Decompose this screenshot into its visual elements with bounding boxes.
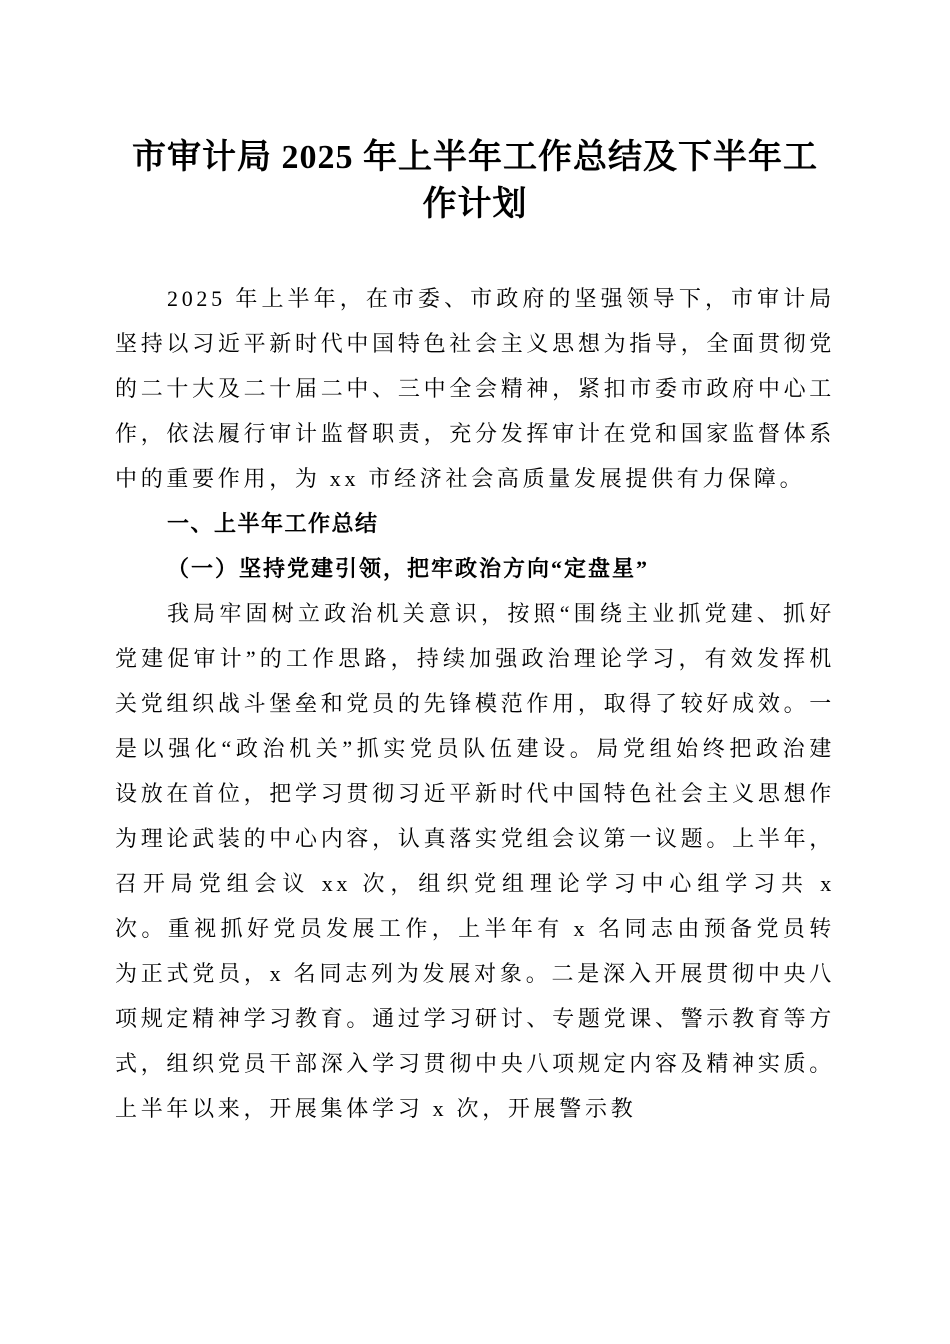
subsection-body-paragraph: 我局牢固树立政治机关意识，按照“围绕主业抓党建、抓好党建促审计”的工作思路，持续加强政治理论学习，有效发挥机关党组织战斗堡垒和党员的先锋模范作用，取得了较好成效。一是以强化“政治机关”抓实党员队伍建设。局党组始终把政治建设放在首位，把学习贯彻习近平新时代中国特色社会主义思想作为理论武装的中心内容，认真落实党组会议第一议题。上半年，召开局党组会议 xx 次，组织党组理论学习中心组学习共 x 次。重视抓好党员发展工作，上半年有 x 名同志由预备党员转为正式党员，x 名同志列为发展对象。二是深入开展贯彻中央八项规定精神学习教育。通过学习研讨、专题党课、警示教育等方式，组织党员干部深入学习贯彻中央八项规定内容及精神实质。上半年以来，开展集体学习 x 次，开展警示教 [115,601,835,1121]
subsection-heading-party-building: （一）坚持党建引领，把牢政治方向“定盘星” [167,556,650,581]
intro-paragraph: 2025 年上半年，在市委、市政府的坚强领导下，市审计局坚持以习近平新时代中国特色社会主义思想为指导，全面贯彻党的二十大及二十届二中、三中全会精神，紧扣市委市政府中心工作，依法履行审计监督职责，充分发挥审计在党和国家监督体系中的重要作用，为 xx 市经济社会高质量发展提供有力保障。 [115,286,835,491]
document-title: 市审计局 2025 年上半年工作总结及下半年工作计划 [132,139,818,223]
section-heading-first-half-summary: 一、上半年工作总结 [167,511,379,536]
